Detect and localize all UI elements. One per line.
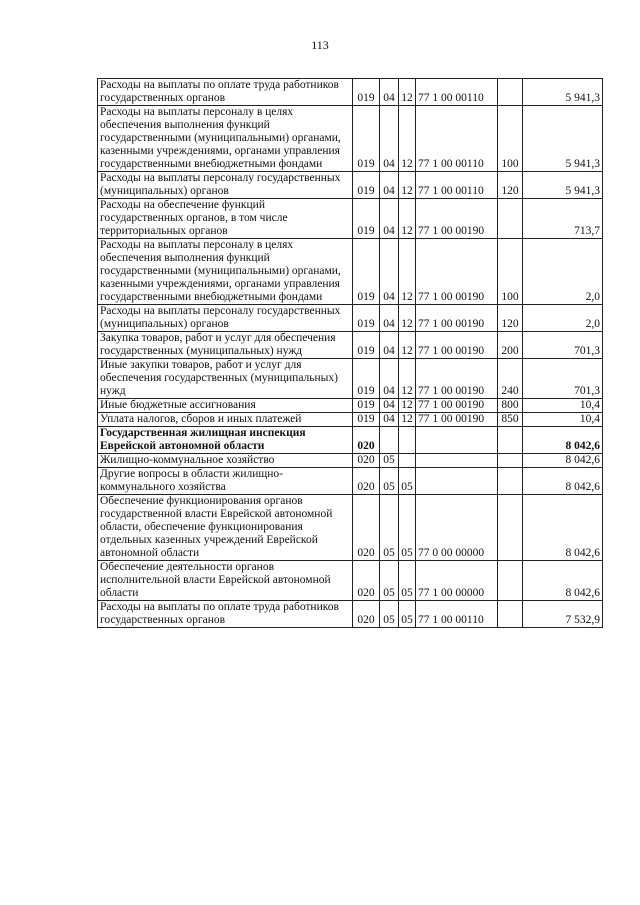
table-row [98, 495, 603, 561]
target-article-code: 77 1 00 00110 [416, 106, 498, 172]
amount: 2,0 [523, 239, 603, 305]
amount: 10,4 [523, 399, 603, 413]
section-code [380, 427, 399, 454]
target-article-code: 77 1 00 00190 [416, 332, 498, 359]
amount: 713,7 [523, 199, 603, 239]
expense-type-code: 200 [498, 332, 523, 359]
amount: 701,3 [523, 332, 603, 359]
row-name: Государственная жилищная инспекция Еврейской автономной области [98, 427, 353, 454]
target-article-code: 77 1 00 00110 [416, 172, 498, 199]
chief-administrator-code: 020 [353, 495, 380, 561]
expense-type-code [498, 601, 523, 628]
subsection-code: 05 [399, 601, 416, 628]
amount: 8 042,6 [523, 495, 603, 561]
row-name: Обеспечение деятельности органов исполнительной власти Еврейской автономной области [98, 561, 353, 601]
amount: 2,0 [523, 305, 603, 332]
row-name: Расходы на выплаты по оплате труда работников государственных органов [98, 79, 353, 106]
target-article-code: 77 1 00 00110 [416, 79, 498, 106]
row-name: Закупка товаров, работ и услуг для обеспечения государственных (муниципальных) нужд [98, 332, 353, 359]
target-article-code: 77 0 00 00000 [416, 495, 498, 561]
row-name: Расходы на выплаты персоналу в целях обеспечения выполнения функций государственными (муниципальными) органами, казенными учреждениями, органами управления государственными внебюджетными фондами [98, 239, 353, 305]
chief-administrator-code: 020 [353, 601, 380, 628]
amount: 7 532,9 [523, 601, 603, 628]
target-article-code: 77 1 00 00000 [416, 561, 498, 601]
expense-type-code [498, 79, 523, 106]
subsection-code [399, 427, 416, 454]
chief-administrator-code: 020 [353, 468, 380, 495]
row-name: Иные бюджетные ассигнования [98, 399, 353, 413]
chief-administrator-code: 019 [353, 413, 380, 427]
subsection-code: 12 [399, 413, 416, 427]
section-code: 04 [380, 172, 399, 199]
chief-administrator-code: 019 [353, 199, 380, 239]
expense-type-code [498, 468, 523, 495]
expense-type-code: 100 [498, 239, 523, 305]
amount: 701,3 [523, 359, 603, 399]
table-row [98, 305, 603, 332]
expense-type-code [498, 427, 523, 454]
row-name: Уплата налогов, сборов и иных платежей [98, 413, 353, 427]
subsection-code: 12 [399, 239, 416, 305]
table-row [98, 413, 603, 427]
chief-administrator-code: 020 [353, 561, 380, 601]
target-article-code: 77 1 00 00190 [416, 199, 498, 239]
table-row [98, 561, 603, 601]
table-row [98, 199, 603, 239]
expense-type-code: 120 [498, 172, 523, 199]
row-name: Расходы на выплаты персоналу государственных (муниципальных) органов [98, 305, 353, 332]
subsection-code: 05 [399, 561, 416, 601]
section-code: 04 [380, 305, 399, 332]
chief-administrator-code: 020 [353, 427, 380, 454]
section-code: 04 [380, 199, 399, 239]
subsection-code [399, 454, 416, 468]
expense-type-code: 240 [498, 359, 523, 399]
row-name: Расходы на выплаты персоналу в целях обеспечения выполнения функций государственными (муниципальными) органами, казенными учреждениями, органами управления государственными внебюджетными фондами [98, 106, 353, 172]
section-code: 05 [380, 495, 399, 561]
table-row [98, 332, 603, 359]
table-row [98, 399, 603, 413]
subsection-code: 05 [399, 468, 416, 495]
subsection-code: 12 [399, 199, 416, 239]
table-row [98, 427, 603, 454]
amount: 8 042,6 [523, 454, 603, 468]
expense-type-code [498, 495, 523, 561]
expense-type-code: 120 [498, 305, 523, 332]
table-row [98, 454, 603, 468]
target-article-code: 77 1 00 00190 [416, 413, 498, 427]
chief-administrator-code: 019 [353, 106, 380, 172]
row-name: Обеспечение функционирования органов государственной власти Еврейской автономной области, обеспечение функционирования отдельных казенных учреждений Еврейской автономной области [98, 495, 353, 561]
chief-administrator-code: 019 [353, 399, 380, 413]
amount: 5 941,3 [523, 79, 603, 106]
section-code: 05 [380, 454, 399, 468]
budget-table-body [98, 79, 603, 628]
amount: 5 941,3 [523, 172, 603, 199]
subsection-code: 12 [399, 332, 416, 359]
chief-administrator-code: 019 [353, 239, 380, 305]
section-code: 04 [380, 239, 399, 305]
section-code: 05 [380, 561, 399, 601]
expense-type-code: 850 [498, 413, 523, 427]
subsection-code: 12 [399, 305, 416, 332]
expense-type-code [498, 199, 523, 239]
chief-administrator-code: 020 [353, 454, 380, 468]
table-row [98, 468, 603, 495]
section-code: 04 [380, 332, 399, 359]
row-name: Расходы на выплаты по оплате труда работников государственных органов [98, 601, 353, 628]
section-code: 05 [380, 468, 399, 495]
section-code: 04 [380, 413, 399, 427]
row-name: Расходы на выплаты персоналу государственных (муниципальных) органов [98, 172, 353, 199]
expense-type-code [498, 454, 523, 468]
row-name: Жилищно-коммунальное хозяйство [98, 454, 353, 468]
table-row [98, 601, 603, 628]
section-code: 04 [380, 79, 399, 106]
subsection-code: 12 [399, 359, 416, 399]
target-article-code: 77 1 00 00190 [416, 359, 498, 399]
target-article-code [416, 427, 498, 454]
section-code: 04 [380, 399, 399, 413]
expense-type-code: 100 [498, 106, 523, 172]
amount: 5 941,3 [523, 106, 603, 172]
section-code: 05 [380, 601, 399, 628]
table-row [98, 239, 603, 305]
row-name: Другие вопросы в области жилищно-коммунального хозяйства [98, 468, 353, 495]
subsection-code: 12 [399, 399, 416, 413]
page-number: 113 [311, 38, 329, 52]
target-article-code [416, 468, 498, 495]
subsection-code: 12 [399, 106, 416, 172]
chief-administrator-code: 019 [353, 305, 380, 332]
target-article-code: 77 1 00 00190 [416, 305, 498, 332]
amount: 10,4 [523, 413, 603, 427]
subsection-code: 12 [399, 172, 416, 199]
table-row [98, 172, 603, 199]
target-article-code: 77 1 00 00110 [416, 601, 498, 628]
budget-table [97, 78, 603, 628]
row-name: Расходы на обеспечение функций государственных органов, в том числе территориальных органов [98, 199, 353, 239]
row-name: Иные закупки товаров, работ и услуг для обеспечения государственных (муниципальных) нужд [98, 359, 353, 399]
amount: 8 042,6 [523, 427, 603, 454]
section-code: 04 [380, 359, 399, 399]
chief-administrator-code: 019 [353, 79, 380, 106]
table-row [98, 359, 603, 399]
subsection-code: 12 [399, 79, 416, 106]
expense-type-code: 800 [498, 399, 523, 413]
table-row [98, 106, 603, 172]
table-row [98, 79, 603, 106]
amount: 8 042,6 [523, 468, 603, 495]
target-article-code [416, 454, 498, 468]
section-code: 04 [380, 106, 399, 172]
chief-administrator-code: 019 [353, 359, 380, 399]
amount: 8 042,6 [523, 561, 603, 601]
target-article-code: 77 1 00 00190 [416, 239, 498, 305]
chief-administrator-code: 019 [353, 172, 380, 199]
subsection-code: 05 [399, 495, 416, 561]
expense-type-code [498, 561, 523, 601]
chief-administrator-code: 019 [353, 332, 380, 359]
target-article-code: 77 1 00 00190 [416, 399, 498, 413]
